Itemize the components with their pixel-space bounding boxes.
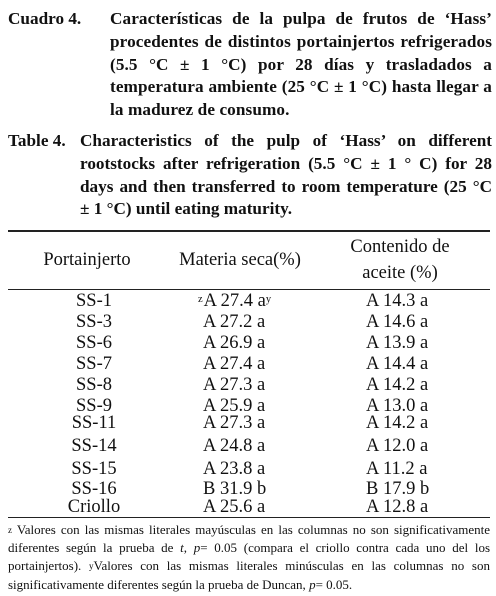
- caption-english: [8, 130, 492, 221]
- table-row: [0, 333, 496, 354]
- cell-aceite: A 14.4 a: [366, 354, 429, 374]
- cell-materia-seca: B 31.9 b: [203, 479, 267, 499]
- cell-portainjerto: SS-16: [71, 479, 117, 499]
- table-row: [0, 413, 496, 434]
- cell-portainjerto: SS-15: [71, 459, 117, 479]
- footnote-superscript-y: y: [89, 561, 94, 572]
- table-header-rule: [8, 289, 490, 290]
- table-row: [0, 497, 496, 518]
- cell-portainjerto: SS-14: [71, 436, 117, 456]
- table-footnote: $^z$ Valores con las mismas literales mayúsculas en las columnas no son significativamente diferentes según la prueba de t, p= 0.05 (compara el criollo contra cada uno del los portainjertos). $^y$Valores con las mismas literales minúsculas en las columnas no son significativamente diferentes según la prueba de Duncan, p= 0.05.: [8, 522, 490, 592]
- cell-portainjerto: SS-11: [71, 413, 117, 433]
- cell-aceite: B 17.9 b: [366, 479, 430, 499]
- header-portainjerto: Portainjerto: [43, 250, 131, 270]
- table-row: [0, 291, 496, 312]
- cell-aceite: A 13.9 a: [366, 333, 429, 353]
- table-bottom-rule: [8, 517, 490, 518]
- cell-aceite: A 13.0 a: [366, 396, 429, 416]
- cell-materia-seca: $^z$A 27.4 $a^y$: [198, 291, 272, 311]
- footnote-superscript-z: z: [8, 525, 12, 535]
- cell-materia-seca: A 27.4 a: [203, 354, 266, 374]
- header-aceite-line2: aceite (%): [362, 263, 438, 283]
- caption-spanish-text: Características de la pulpa de frutos de ‘Hass’ procedentes de distintos portainjertos refrigerados (5.5 °C ± 1 °C) por 28 días y trasladados a temperatura ambiente (25 °C ± 1 °C) hasta llegar a la madurez de consumo.: [110, 9, 492, 120]
- cell-portainjerto: Criollo: [67, 497, 121, 517]
- cell-materia-seca: A 27.2 a: [203, 312, 266, 332]
- cell-materia-seca: A 25.9 a: [203, 396, 266, 416]
- table-row: [0, 354, 496, 375]
- cell-materia-seca: A 26.9 a: [203, 333, 266, 353]
- cell-materia-seca: A 27.3 a: [203, 375, 266, 395]
- cell-aceite: A 12.8 a: [366, 497, 429, 517]
- cell-portainjerto: SS-7: [76, 354, 112, 374]
- header-contenido-aceite: [320, 234, 480, 286]
- cell-aceite: A 14.2 a: [366, 375, 429, 395]
- table-row: [0, 375, 496, 396]
- cell-portainjerto: SS-8: [76, 375, 112, 395]
- cell-aceite: A 11.2 a: [366, 459, 428, 479]
- cell-portainjerto: SS-6: [76, 333, 112, 353]
- cell-aceite: A 12.0 a: [366, 436, 429, 456]
- superscript-y: y: [265, 294, 272, 305]
- caption-spanish: [8, 8, 492, 122]
- cell-aceite: A 14.6 a: [366, 312, 429, 332]
- cell-materia-seca: A 27.3 a: [203, 413, 266, 433]
- caption-spanish-number: Cuadro 4.: [8, 9, 82, 28]
- caption-english-text: Characteristics of the pulp of ‘Hass’ on different rootstocks after refrigeration (5.5 °C ± 1 ° C) for 28 days and then transferred to room temperature (25 °C ± 1 °C) until eating maturity.: [80, 131, 492, 219]
- superscript-z: z: [198, 294, 203, 305]
- cell-aceite: A 14.3 a: [366, 291, 429, 311]
- cell-materia-seca: A 23.8 a: [203, 459, 266, 479]
- cell-materia-seca: A 24.8 a: [203, 436, 266, 456]
- table-row: [0, 436, 496, 457]
- cell-portainjerto: SS-3: [76, 312, 112, 332]
- cell-aceite: A 14.2 a: [366, 413, 429, 433]
- header-materia-seca: Materia seca(%): [179, 250, 301, 270]
- cell-portainjerto: SS-9: [76, 396, 112, 416]
- cell-portainjerto: SS-1: [76, 291, 112, 311]
- table-row: [0, 312, 496, 333]
- header-aceite-line1: Contenido de: [350, 237, 450, 257]
- table-top-rule: [8, 230, 490, 232]
- table-row: [0, 459, 496, 480]
- cell-materia-seca: A 25.6 a: [203, 497, 266, 517]
- caption-english-number: Table 4.: [8, 131, 66, 150]
